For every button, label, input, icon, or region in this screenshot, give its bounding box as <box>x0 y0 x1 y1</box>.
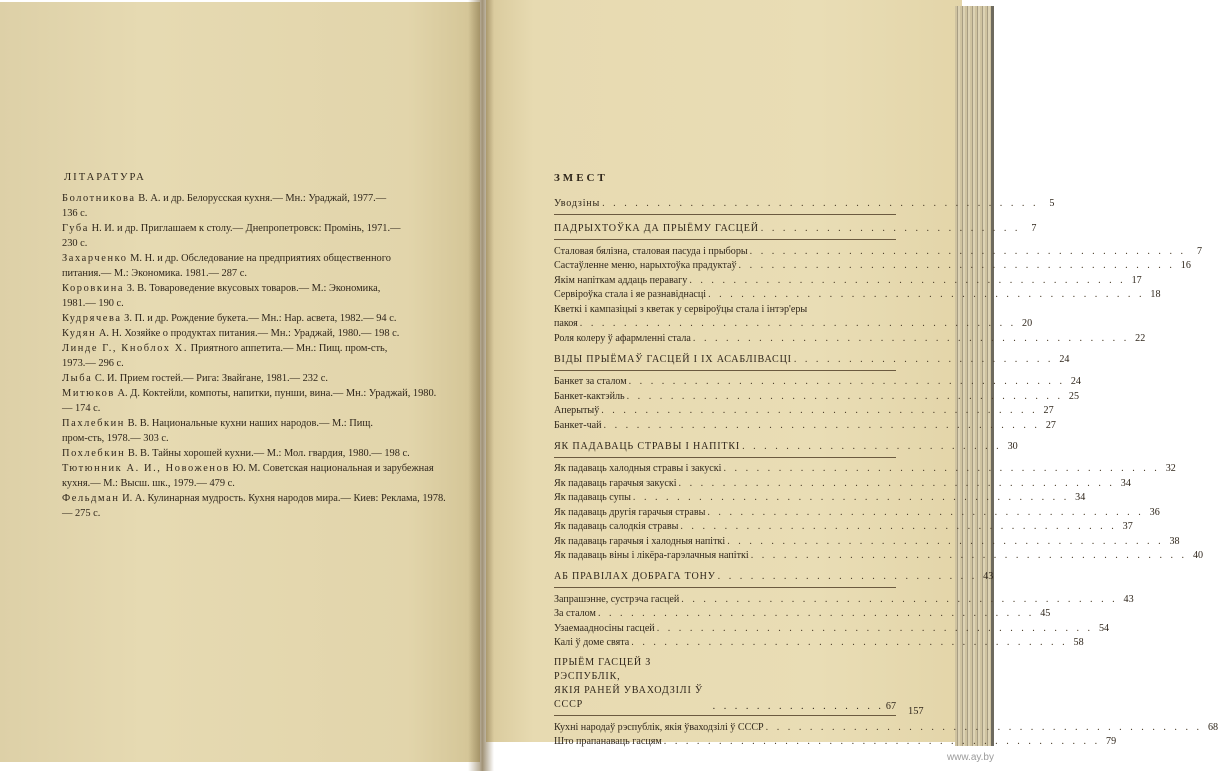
toc-item <box>554 491 1086 506</box>
bibliography <box>62 170 446 521</box>
bibliography-title: ЛІТАРАТУРА <box>64 172 146 183</box>
entry-text: З. В. Товароведение вкусовых товаров.— М.: Экономика, <box>124 283 381 294</box>
bibliography-entries <box>62 191 446 521</box>
entry-text: Ю. М. Советская национальная и зарубежная кухня.— М.: Высш. шк., 1979.— 479 с. <box>62 463 434 489</box>
entry-author: Губа <box>62 223 89 234</box>
entry-author: Захарченко <box>62 253 128 264</box>
toc-item <box>554 288 1161 303</box>
toc-page-number: 40 <box>1192 550 1204 561</box>
entry-text: З. П. и др. Рождение букета.— Мн.: Нар. асвета, 1982.— 94 с. <box>121 313 397 324</box>
toc-label: Як падаваць гарачыя і халодныя напіткі <box>554 535 726 547</box>
bibliography-entry <box>62 311 446 326</box>
entry-author: Кудрячева <box>62 313 122 324</box>
toc-leader: . . . . . . . . . . . . . . . . . . . . . . . . . . . . . . . . . . . . . . . . <box>750 550 1188 561</box>
toc-label: Як падаваць віны і лікёра-гарэлачныя напіткі <box>554 550 749 561</box>
entry-author: Митюков <box>62 388 115 399</box>
toc-page-number: 43 <box>983 571 994 582</box>
toc-label: Узаемаадносіны гасцей <box>554 622 655 634</box>
toc-leader: . . . . . . . . . . . . . . . . . . . . . . . . . . . . . . . . . . . . . . . . <box>723 463 1160 474</box>
toc-label: Сервіроўка стала і яе разнавіднасці <box>554 289 707 300</box>
bibliography-entry <box>62 191 446 221</box>
toc-page-number: 58 <box>1073 637 1084 648</box>
toc-label: АБ ПРАВІЛАХ ДОБРАГА ТОНУ <box>554 571 716 582</box>
toc-leader: . . . . . . . . . . . . . . . . . . . . . . . . . . . . . . . . . . . . . . . . <box>626 390 1063 402</box>
entry-text: В. В. Тайны хорошей кухни.— М.: Мол. гвардия, 1980.— 198 с. <box>125 448 410 459</box>
toc-label-line: ПРЫЁМ ГАСЦЕЙ З РЭСПУБЛІК, <box>554 657 652 682</box>
toc-page-number: 24 <box>1070 376 1081 387</box>
toc-page-number: 27 <box>1043 405 1054 416</box>
toc-leader: . . . . . . . . . . . . . . . . <box>712 701 884 712</box>
toc-label: ВІДЫ ПРЫЁМАЎ ГАСЦЕЙ І ІХ АСАБЛІВАСЦІ <box>554 353 792 365</box>
toc-page-number: 34 <box>1075 492 1086 503</box>
toc-label: Як падаваць халодныя стравы і закускі <box>554 463 722 474</box>
toc-page-number: 79 <box>1106 736 1117 747</box>
toc-item <box>554 720 1218 735</box>
bibliography-entry <box>62 386 446 416</box>
entry-text: В. А. и др. Белорусская кухня.— Мн.: Ураджай, 1977.— <box>135 193 387 204</box>
toc-section <box>554 569 994 588</box>
toc-item <box>554 418 1056 433</box>
toc-leader: . . . . . . . . . . . . . . . . . . . . . . . . . . . . . . . . . . . . . . . . <box>708 289 1145 300</box>
toc-item <box>554 389 1079 404</box>
toc-section <box>554 656 896 716</box>
toc-leader: . . . . . . . . . . . . . . . . . . . . . . . . . . . . . . . . . . . . . . . . <box>663 736 1101 747</box>
entry-author: Коровкина <box>62 283 125 294</box>
toc-item <box>554 592 1134 607</box>
toc-page-number: 25 <box>1068 390 1079 402</box>
toc-leader: . . . . . . . . . . . . . . . . . . . . . . . . . . . . . . . . . . . . . . . . <box>765 721 1203 733</box>
toc-label: Кухні народаў рэспублік, якія ўваходзілі ў СССР <box>554 721 764 733</box>
toc-item <box>554 317 1033 332</box>
bibliography-entry <box>62 371 446 386</box>
entry-continuation: 1981.— 190 с. <box>62 298 124 309</box>
toc-item <box>554 331 1146 346</box>
entry-text: А. Н. Хозяйке о продуктах питания.— Мн.: Ураджай, 1980.— 198 с. <box>96 328 400 339</box>
toc-leader: . . . . . . . . . . . . . . . . . . . . . . . . <box>717 571 978 582</box>
toc-label: Якім напіткам аддаць перавагу <box>554 274 688 286</box>
toc-leader: . . . . . . . . . . . . . . . . . . . . . . . . . . . . . . . . . . . . . . . . <box>603 419 1040 431</box>
toc-label: ЯК ПАДАВАЦЬ СТРАВЫ І НАПІТКІ <box>554 440 741 452</box>
toc-section <box>554 439 1018 458</box>
entry-text: И. А. Кулинарная мудрость. Кухня народов мира.— Киев: Реклама, 1978.— 275 с. <box>62 493 446 519</box>
toc-label: Аперытыў <box>554 405 600 416</box>
toc-item <box>554 273 1142 288</box>
toc-leader: . . . . . . . . . . . . . . . . . . . . . . . . . . . . . . . . . . . . . . . . <box>681 593 1118 605</box>
toc-label: Састаўленне меню, нарыхтоўка прадуктаў <box>554 260 737 271</box>
toc-page-number: 37 <box>1122 521 1133 532</box>
entry-author: Линде Г., Кноблох Х. <box>62 343 189 354</box>
toc-leader: . . . . . . . . . . . . . . . . . . . . . . . . . . . . . . . . . . . . . . . . <box>631 637 1068 648</box>
entry-continuation: 230 с. <box>62 238 88 249</box>
bibliography-entry <box>62 281 446 311</box>
toc-label: Як падаваць салодкія стравы <box>554 521 679 532</box>
toc-label: Сталовая бялізна, сталовая пасуда і прыборы <box>554 245 748 257</box>
toc-label: Банкет за сталом <box>554 376 627 387</box>
toc-page-number: 22 <box>1135 332 1146 344</box>
toc-item <box>554 462 1176 477</box>
toc-item <box>554 404 1054 419</box>
toc-item <box>554 302 896 317</box>
toc-item <box>554 636 1084 651</box>
toc-page-number: 36 <box>1149 506 1160 518</box>
toc-item <box>554 607 1051 622</box>
toc-page-number: 17 <box>1131 274 1142 286</box>
toc-item <box>554 375 1081 390</box>
toc-page-number: 5 <box>1049 198 1055 209</box>
toc-page-number: 67 <box>885 701 896 712</box>
toc-section <box>554 352 1070 371</box>
toc-leader: . . . . . . . . . . . . . . . . . . . . . . . . . . . . . . . . . . . . . . . . <box>628 376 1065 387</box>
toc-label: Што прапанаваць гасцям <box>554 736 662 747</box>
toc-label <box>554 656 711 712</box>
entry-continuation: 1973.— 296 с. <box>62 358 124 369</box>
book-gutter <box>468 0 494 771</box>
toc-leader: . . . . . . . . . . . . . . . . . . . . . . . . . . . . . . . . . . . . . . . . <box>680 521 1117 532</box>
entry-continuation: питания.— М.: Экономика. 1981.— 287 с. <box>62 268 247 279</box>
toc-leader: . . . . . . . . . . . . . . . . . . . . . . . . . . . . . . . . . . . . . . . . <box>597 608 1035 619</box>
toc-leader: . . . . . . . . . . . . . . . . . . . . . . . . <box>742 440 1002 452</box>
toc-label-line: ЯКІЯ РАНЕЙ УВАХОДЗІЛІ Ў СССР <box>554 685 703 710</box>
toc-item <box>554 505 1160 520</box>
toc-item <box>554 621 1110 636</box>
toc-leader: . . . . . . . . . . . . . . . . . . . . . . . . . . . . . . . . . . . . . . . . <box>738 260 1175 271</box>
toc-item <box>554 735 1117 750</box>
toc-label: За сталом <box>554 608 596 619</box>
entry-author: Лыба <box>62 373 93 384</box>
entry-text: М. Н. и др. Обследование на предприятиях общественного <box>127 253 391 264</box>
entry-author: Тютюнник А. И., Новоженов <box>62 463 230 474</box>
toc-leader: . . . . . . . . . . . . . . . . . . . . . . . . <box>793 353 1054 365</box>
toc-leader: . . . . . . . . . . . . . . . . . . . . . . . . . . . . . . . . . . . . . . . . <box>601 405 1038 416</box>
toc-page-number: 30 <box>1007 440 1018 452</box>
toc-page-number: 7 <box>1196 245 1203 257</box>
toc-leader: . . . . . . . . . . . . . . . . . . . . . . . . . . . . . . . . . . . . . . . . <box>749 245 1187 257</box>
page-number: 157 <box>908 706 924 717</box>
entry-text: В. В. Национальные кухни наших народов.— М.: Пищ. <box>124 418 373 429</box>
toc-page-number: 43 <box>1123 593 1134 605</box>
toc-leader: . . . . . . . . . . . . . . . . . . . . . . . . . . . . . . . . . . . . . . . . <box>602 198 1039 209</box>
toc-page-number: 16 <box>1180 260 1191 271</box>
entry-text: Приятного аппетита.— Мн.: Пищ. пром-сть, <box>188 343 388 354</box>
toc-label: Калі ў доме свята <box>554 637 630 648</box>
toc-item <box>554 549 1204 564</box>
toc-label: Уводзіны <box>554 198 601 209</box>
toc-page-number: 34 <box>1120 477 1131 489</box>
toc-label: Банкет-чай <box>554 419 602 431</box>
toc-section <box>554 221 1037 240</box>
toc-page-number: 27 <box>1045 419 1056 431</box>
toc-label: ПАДРЫХТОЎКА ДА ПРЫЁМУ ГАСЦЕЙ <box>554 223 759 234</box>
toc-page-number: 20 <box>1022 318 1033 329</box>
toc-leader: . . . . . . . . . . . . . . . . . . . . . . . . . . . . . . . . . . . . . . . . <box>707 506 1144 518</box>
watermark: www.ay.by <box>946 752 994 763</box>
toc-label: Роля колеру ў афармленні стала <box>554 332 691 344</box>
toc-item <box>554 244 1203 259</box>
bibliography-entry <box>62 491 446 521</box>
toc-page-number: 32 <box>1165 463 1176 474</box>
entry-author: Кудян <box>62 328 97 339</box>
toc-item <box>554 534 1180 549</box>
toc-leader: . . . . . . . . . . . . . . . . . . . . . . . . . . . . . . . . . . . . . . . . <box>727 535 1164 547</box>
entry-text: С. И. Прием гостей.— Рига: Звайгане, 1981.— 232 с. <box>92 373 329 384</box>
toc-label: Банкет-кактэйль <box>554 390 625 402</box>
entry-author: Болотникова <box>62 193 136 204</box>
toc-page-number: 7 <box>1031 223 1037 234</box>
toc-label: Як падаваць другія гарачыя стравы <box>554 506 706 518</box>
toc-intro <box>554 196 1055 215</box>
entry-author: Пахлебкин <box>62 418 125 429</box>
toc-label: Як падаваць супы <box>554 492 631 503</box>
bibliography-entry <box>62 326 446 341</box>
toc-label: Як падаваць гарачыя закускі <box>554 477 677 489</box>
toc-page-number: 45 <box>1040 608 1051 619</box>
bibliography-entry <box>62 341 446 371</box>
toc-leader: . . . . . . . . . . . . . . . . . . . . . . . . . . . . . . . . . . . . . . . . <box>678 477 1115 489</box>
bibliography-entry <box>62 461 446 491</box>
toc-title: ЗМЕСТ <box>554 172 608 184</box>
toc-leader: . . . . . . . . . . . . . . . . . . . . . . . . <box>760 223 1021 234</box>
toc-item <box>554 259 1191 274</box>
bibliography-entry <box>62 251 446 281</box>
toc-item <box>554 520 1133 535</box>
toc-item <box>554 476 1131 491</box>
toc-label: Запрашэнне, сустрэча гасцей <box>554 593 680 605</box>
bibliography-entry <box>62 221 446 251</box>
toc-page-number: 54 <box>1098 622 1110 634</box>
toc-page-number: 38 <box>1169 535 1180 547</box>
entry-continuation: 136 с. <box>62 208 88 219</box>
bibliography-entry <box>62 446 446 461</box>
toc-label: Кветкі і кампазіцыі з кветак у сервіроўцы стала і інтэр'еры <box>554 303 808 315</box>
entry-author: Похлебкин <box>62 448 126 459</box>
toc-page-number: 24 <box>1059 353 1070 365</box>
entry-continuation: пром-сть, 1978.— 303 с. <box>62 433 169 444</box>
toc-leader: . . . . . . . . . . . . . . . . . . . . . . . . . . . . . . . . . . . . . . . . <box>689 274 1126 286</box>
bibliography-entry <box>62 416 446 446</box>
entry-author: Фельдман <box>62 493 120 504</box>
toc-leader: . . . . . . . . . . . . . . . . . . . . . . . . . . . . . . . . . . . . . . . . <box>579 318 1017 329</box>
toc-page-number: 68 <box>1207 721 1218 733</box>
toc-page-number: 18 <box>1150 289 1161 300</box>
entry-text: Н. И. и др. Приглашаем к столу.— Днепропетровск: Промінь, 1971.— <box>88 223 401 234</box>
toc-label: пакоя <box>554 318 578 329</box>
toc-leader: . . . . . . . . . . . . . . . . . . . . . . . . . . . . . . . . . . . . . . . . <box>656 622 1094 634</box>
toc-leader: . . . . . . . . . . . . . . . . . . . . . . . . . . . . . . . . . . . . . . . . <box>632 492 1070 503</box>
entry-text: А. Д. Коктейли, компоты, напитки, пунши, вина.— Мн.: Ураджай, 1980.— 174 с. <box>62 388 437 414</box>
toc-leader: . . . . . . . . . . . . . . . . . . . . . . . . . . . . . . . . . . . . . . . . <box>692 332 1130 344</box>
